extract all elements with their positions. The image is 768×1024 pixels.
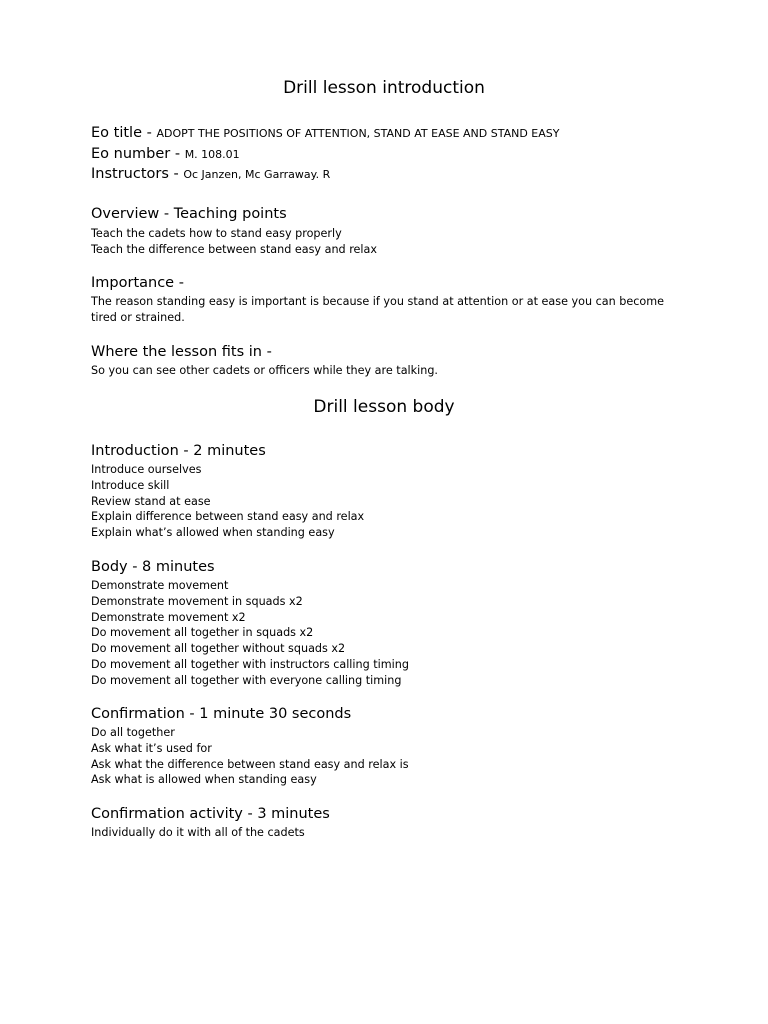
fits-text-block bbox=[91, 363, 691, 379]
list-item: Demonstrate movement x2 bbox=[91, 610, 246, 624]
list-item: Do movement all together without squads x2 bbox=[91, 642, 346, 656]
list-item: Explain difference between stand easy and relax bbox=[91, 510, 365, 524]
list-item: Introduce skill bbox=[91, 478, 170, 492]
overview-heading: Overview - Teaching points bbox=[91, 206, 287, 222]
list-item: Do movement all together with everyone calling timing bbox=[91, 673, 402, 687]
body-section-heading: Body - 8 minutes bbox=[91, 559, 215, 575]
list-item: Demonstrate movement in squads x2 bbox=[91, 594, 303, 608]
introduction-heading: Introduction - 2 minutes bbox=[91, 443, 266, 459]
eo-title-value: ADOPT THE POSITIONS OF ATTENTION, STAND AT EASE AND STAND EASY bbox=[156, 127, 560, 140]
importance-heading: Importance - bbox=[91, 275, 184, 291]
eo-title-label: Eo title - bbox=[91, 125, 157, 141]
instructors-label: Instructors - bbox=[91, 166, 184, 182]
body-section-list bbox=[91, 578, 691, 689]
list-item: Introduce ourselves bbox=[91, 463, 202, 476]
list-item: Ask what it’s used for bbox=[91, 741, 212, 755]
fits-text: So you can see other cadets or officers while they are talking. bbox=[91, 364, 438, 377]
confirmation-list bbox=[91, 725, 691, 788]
list-item: Do movement all together with instructors calling timing bbox=[91, 657, 409, 671]
list-item: Ask what is allowed when standing easy bbox=[91, 773, 317, 787]
confirmation-activity-heading: Confirmation activity - 3 minutes bbox=[91, 806, 330, 822]
list-item: Teach the cadets how to stand easy properly bbox=[91, 227, 342, 240]
instructors-value: Oc Janzen, Mc Garraway. R bbox=[183, 168, 331, 181]
importance-text: The reason standing easy is important is because if you stand at attention or at ease you can become tired or strained. bbox=[91, 295, 665, 324]
eo-number-label: Eo number - bbox=[91, 146, 185, 162]
body-title: Drill lesson body bbox=[313, 397, 455, 417]
confirmation-activity-list bbox=[91, 825, 691, 841]
list-item: Individually do it with all of the cadets bbox=[91, 826, 305, 839]
introduction-list bbox=[91, 462, 691, 541]
list-item: Explain what’s allowed when standing easy bbox=[91, 526, 335, 540]
list-item: Ask what the difference between stand easy and relax is bbox=[91, 757, 409, 771]
overview-list bbox=[91, 226, 691, 258]
eo-number-value: M. 108.01 bbox=[184, 148, 240, 161]
list-item: Do movement all together in squads x2 bbox=[91, 626, 314, 640]
list-item: Review stand at ease bbox=[91, 494, 211, 508]
intro-title: Drill lesson introduction bbox=[283, 78, 485, 98]
fits-heading: Where the lesson fits in - bbox=[91, 344, 272, 360]
eo-number-line bbox=[91, 146, 240, 162]
list-item: Demonstrate movement bbox=[91, 579, 229, 592]
list-item: Do all together bbox=[91, 726, 175, 739]
eo-title-line bbox=[91, 125, 559, 141]
confirmation-heading: Confirmation - 1 minute 30 seconds bbox=[91, 706, 352, 722]
list-item: Teach the difference between stand easy and relax bbox=[91, 242, 378, 256]
instructors-line bbox=[91, 166, 330, 182]
